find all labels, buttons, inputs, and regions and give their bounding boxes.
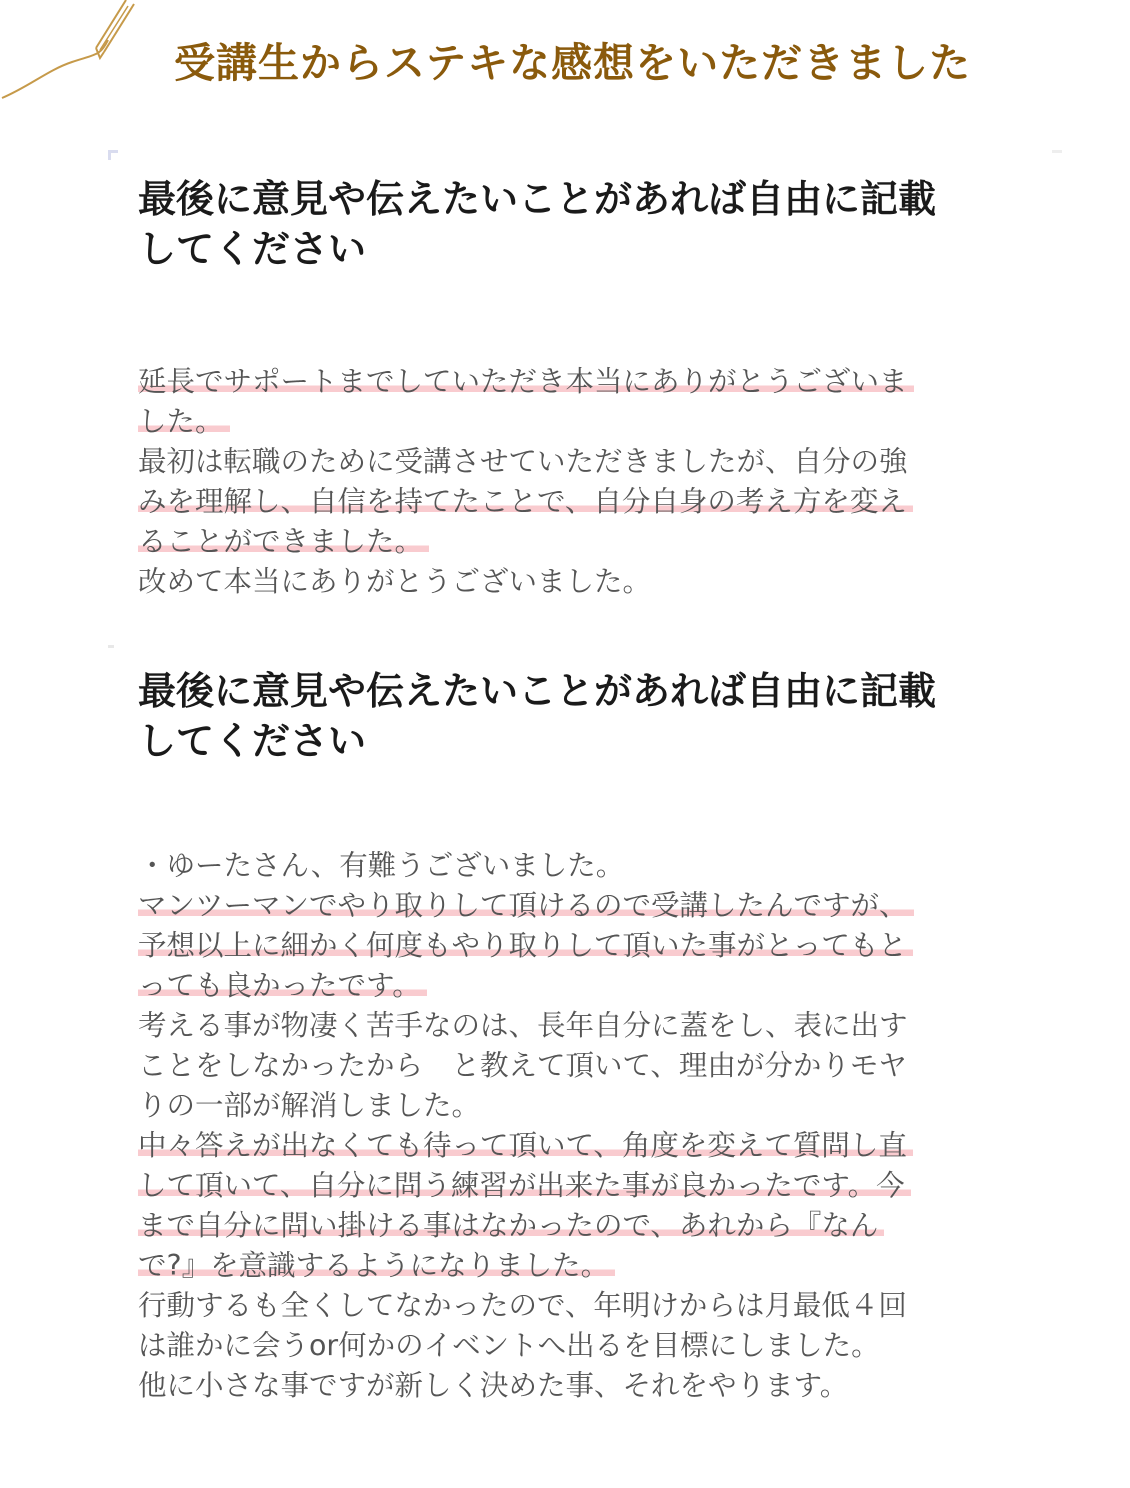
answer-line-text: 改めて本当にありがとうございました。 bbox=[138, 565, 652, 598]
screenshot-corner bbox=[108, 645, 114, 655]
answer-line bbox=[138, 1286, 998, 1326]
answer-line bbox=[138, 482, 1038, 522]
answer-line bbox=[138, 1206, 998, 1246]
highlighted-text: して頂いて、自分に問う練習が出来た事が良かったです。今 bbox=[138, 1169, 911, 1202]
answer-text bbox=[138, 846, 998, 1406]
answer-line bbox=[138, 1246, 998, 1286]
question-line: してください bbox=[138, 719, 367, 763]
screenshot-corner bbox=[108, 150, 118, 160]
answer-text bbox=[138, 362, 1038, 602]
question-heading bbox=[138, 666, 998, 766]
pencil-icon bbox=[0, 0, 140, 110]
answer-line-text: 考える事が物凄く苦手なのは、長年自分に蓋をし、表に出す bbox=[138, 1009, 908, 1042]
answer-line bbox=[138, 362, 1038, 402]
highlighted-text: で?』を意識するようになりました。 bbox=[138, 1249, 615, 1282]
answer-line-text: 最初は転職のために受講させていただきましたが、自分の強 bbox=[138, 445, 908, 478]
answer-line bbox=[138, 1166, 998, 1206]
question-line: 最後に意見や伝えたいことがあれば自由に記載 bbox=[138, 177, 937, 221]
highlighted-text: マンツーマンでやり取りして頂けるので受講したんですが、 bbox=[138, 889, 914, 922]
question-line: 最後に意見や伝えたいことがあれば自由に記載 bbox=[138, 669, 937, 713]
question-line: してください bbox=[138, 227, 367, 271]
answer-line-text: は誰かに会うor何かのイベントへ出るを目標にしました。 bbox=[138, 1329, 880, 1362]
answer-line bbox=[138, 1126, 998, 1166]
highlighted-text: 中々答えが出なくても待って頂いて、角度を変えて質問し直 bbox=[138, 1129, 913, 1162]
page-title: 受講生からステキな感想をいただきました bbox=[174, 39, 972, 87]
answer-line bbox=[138, 886, 998, 926]
answer-line bbox=[138, 846, 998, 886]
answer-line bbox=[138, 1326, 998, 1366]
highlighted-text: 予想以上に細かく何度もやり取りして頂いた事がとってもと bbox=[138, 929, 913, 962]
answer-line bbox=[138, 562, 1038, 602]
answer-line-text: りの一部が解消しました。 bbox=[138, 1089, 481, 1122]
highlighted-text: ることができました。 bbox=[138, 525, 429, 558]
answer-line-text: ・ゆーたさん、有難うございました。 bbox=[138, 849, 625, 882]
answer-line bbox=[138, 1006, 998, 1046]
question-heading bbox=[138, 174, 1038, 274]
answer-line bbox=[138, 1366, 998, 1406]
screenshot-corner bbox=[1052, 150, 1062, 160]
answer-line-text: ことをしなかったから と教えて頂いて、理由が分かりモヤ bbox=[138, 1049, 907, 1082]
answer-line bbox=[138, 522, 1038, 562]
highlighted-text: っても良かったです。 bbox=[138, 969, 427, 1002]
answer-line bbox=[138, 402, 1038, 442]
highlighted-text: した。 bbox=[138, 405, 230, 438]
answer-line bbox=[138, 1086, 998, 1126]
answer-line bbox=[138, 926, 998, 966]
answer-line bbox=[138, 442, 1038, 482]
highlighted-text: まで自分に問い掛ける事はなかったので、あれから『なん bbox=[138, 1209, 884, 1242]
answer-line-text: 他に小さな事ですが新しく決めた事、それをやります。 bbox=[138, 1369, 849, 1402]
answer-line-text: 行動するも全くしてなかったので、年明けからは月最低４回 bbox=[138, 1289, 907, 1322]
highlighted-text: 延長でサポートまでしていただき本当にありがとうございま bbox=[138, 365, 914, 398]
highlighted-text: みを理解し、自信を持てたことで、自分自身の考え方を変え bbox=[138, 485, 913, 518]
answer-line bbox=[138, 1046, 998, 1086]
answer-line bbox=[138, 966, 998, 1006]
